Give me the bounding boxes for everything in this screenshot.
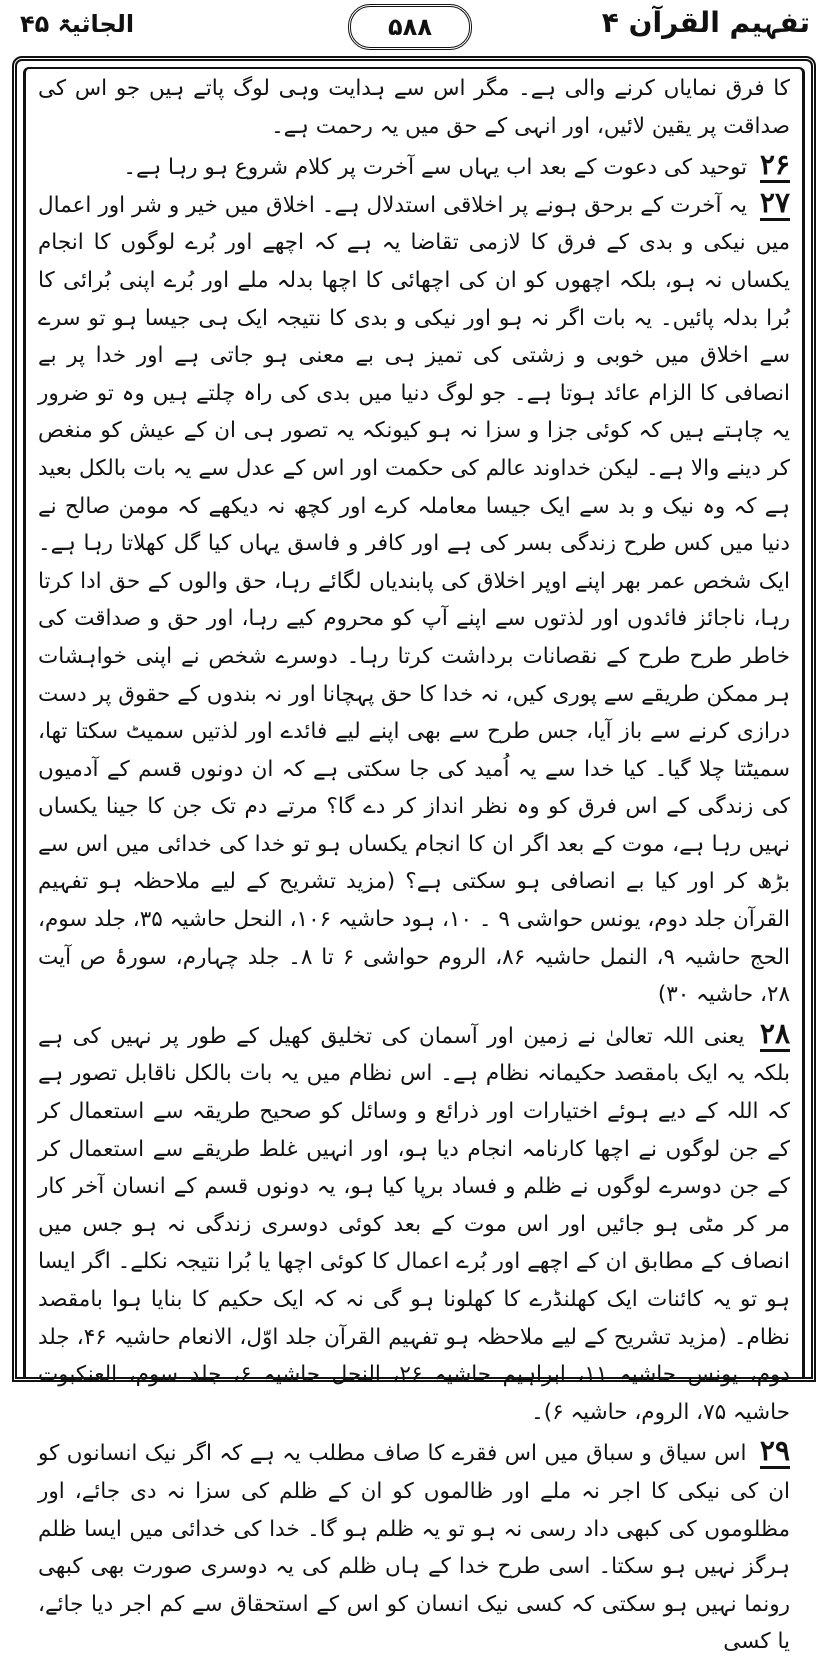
- paragraph-text: توحید کی دعوت کے بعد اب یہاں سے آخرت پر کلام شروع ہو رہا ہے۔: [123, 155, 748, 181]
- commentary-body: [38, 70, 790, 1655]
- paragraph-continuation: [38, 70, 790, 145]
- footnote-27: [38, 187, 790, 1014]
- footnote-number: ۲۸: [759, 1016, 790, 1050]
- page-number-badge: ۵۸۸: [348, 4, 472, 50]
- footnote-26: [38, 149, 790, 187]
- surah-section: الجاثیۃ ۴۵: [20, 10, 135, 38]
- paragraph-text: یعنی اللہ تعالیٰ نے زمین اور آسمان کی تخلیق کھیل کے طور پر نہیں کی ہے بلکہ یہ ایک بامقصد حکیمانہ نظام ہے۔ اس نظام میں یہ بات بالکل ناقابل تصور ہے کہ اللہ کے دیے ہوئے اختیارات اور ذرائع و وسائل کو صحیح طریقہ سے استعمال کر کے جن لوگوں نے اچھا کارنامہ انجام دیا ہو، اور انہیں غلط طریقے سے استعمال کر کے جن دوسرے لوگوں نے ظلم و فساد برپا کیا ہو، یہ دونوں قسم کے انسان آخر کار مر کر مٹی ہو جائیں اور اس موت کے بعد کوئی دوسری زندگی نہ ہو جس میں انصاف کے مطابق ان کے اچھے اور بُرے اعمال کا کوئی اچھا یا بُرا نتیجہ نکلے۔ اگر ایسا ہو تو یہ کائنات ایک کھلنڈرے کا کھلونا ہو گی نہ کہ ایک حکیم کا بنایا ہوا بامقصد نظام۔ (مزید تشریح کے لیے ملاحظہ ہو تفہیم القرآن جلد اوّل، الانعام حاشیہ ۴۶، جلد دوم، یونس حاشیہ ۱۱، ابراہیم حاشیہ ۲۶، النحل حاشیہ ۶، جلد سوم، العنکبوت حاشیہ ۷۵، الروم، حاشیہ ۶)۔: [38, 1023, 790, 1425]
- page-header: [0, 0, 832, 56]
- paragraph-text: کا فرق نمایاں کرنے والی ہے۔ مگر اس سے ہدایت وہی لوگ پاتے ہیں جو اس کی صداقت پر یقین لائیں، اور انہی کے حق میں یہ رحمت ہے۔: [38, 76, 790, 139]
- footnote-number: ۲۷: [759, 185, 790, 219]
- paragraph-text: اس سیاق و سباق میں اس فقرے کا صاف مطلب یہ ہے کہ اگر نیک انسانوں کو ان کی نیکی کا اجر نہ ملے اور ظالموں کو ان کے ظلم کی سزا نہ دی جائے، اور مظلوموں کی کبھی داد رسی نہ ہو تو یہ ظلم ہو گا۔ خدا کی خدائی میں ایسا ظلم ہرگز نہیں ہو سکتا۔ اسی طرح خدا کے ہاں ظلم کی یہ دوسری صورت بھی کبھی رونما نہیں ہو سکتی کہ کسی نیک انسان کو اس کے استحقاق سے کم اجر دیا جائے، یا کسی: [38, 1441, 790, 1655]
- footnote-number: ۲۹: [759, 1434, 790, 1468]
- paragraph-text: یہ آخرت کے برحق ہونے پر اخلاقی استدلال ہے۔ اخلاق میں خیر و شر اور اعمال میں نیکی و بدی کے فرق کا لازمی تقاضا یہ ہے کہ اچھے اور بُرے لوگوں کا انجام یکساں نہ ہو، بلکہ اچھوں کو ان کی اچھائی کا اچھا بدلہ ملے اور بُرے اپنی بُرائی کا بُرا بدلہ پائیں۔ یہ بات اگر نہ ہو اور نیکی و بدی کا نتیجہ ایک ہی جیسا ہو تو سرے سے اخلاق میں خوبی و زشتی کی تمیز ہی بے معنی ہو جاتی ہے اور خدا پر بے انصافی کا الزام عائد ہوتا ہے۔ جو لوگ دنیا میں بدی کی راہ چلتے ہیں وہ تو ضرور یہ چاہتے ہیں کہ کوئی جزا و سزا نہ ہو کیونکہ یہ تصور ہی ان کے عیش کو منغص کر دینے والا ہے۔ لیکن خداوند عالم کی حکمت اور اس کے عدل سے یہ بات بالکل بعید ہے کہ وہ نیک و بد سے ایک جیسا معاملہ کرے اور کچھ نہ دیکھے کہ مومن صالح نے دنیا میں کس طرح زندگی بسر کی ہے اور کافر و فاسق یہاں کیا گل کھلاتا رہا ہے۔ ایک شخص عمر بھر اپنے اوپر اخلاق کی پابندیاں لگائے رہا، حق والوں کے حق ادا کرتا رہا، ناجائز فائدوں اور لذتوں سے اپنے آپ کو محروم کیے رہا، اور حق و صداقت کی خاطر طرح طرح کے نقصانات برداشت کرتا رہا۔ دوسرے شخص نے اپنی خواہشات ہر ممکن طریقے سے پوری کیں، نہ خدا کا حق پہچانا اور نہ بندوں کے حقوق پر دست درازی کرنے سے باز آیا، جس طرح سے بھی اپنے لیے فائدے اور لذتیں سمیٹ سکتا تھا، سمیٹتا چلا گیا۔ کیا خدا سے یہ اُمید کی جا سکتی ہے کہ ان دونوں قسم کے آدمیوں کی زندگی کے اس فرق کو وہ نظر انداز کر دے گا؟ مرتے دم تک جن کا جینا یکساں نہیں رہا ہے، موت کے بعد اگر ان کا انجام یکساں ہو تو خدا کی خدائی میں اس سے بڑھ کر اور کیا بے انصافی ہو سکتی ہے؟ (مزید تشریح کے لیے ملاحظہ ہو تفہیم القرآن جلد دوم، یونس حواشی ۹ ۔ ۱۰، ہود حاشیہ ۱۰۶، النحل حاشیہ ۳۵، جلد سوم، الحج حاشیہ ۹، النمل حاشیہ ۸۶، الروم حواشی ۶ تا ۸۔ جلد چہارم، سورۂ ص آیت ۲۸، حاشیہ ۳۰): [38, 192, 790, 1008]
- footnote-29: [38, 1435, 790, 1661]
- footnote-28: [38, 1018, 790, 1432]
- footnote-number: ۲۶: [759, 148, 790, 182]
- book-title: تفہیم القرآن ۴: [601, 6, 810, 39]
